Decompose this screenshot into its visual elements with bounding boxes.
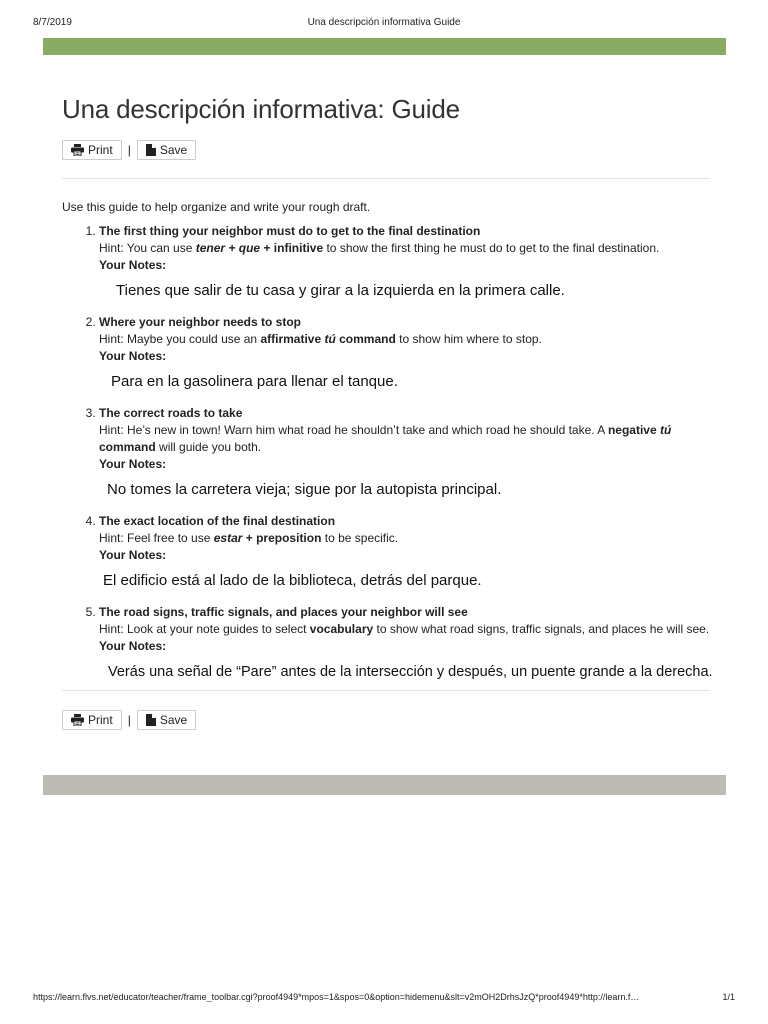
notes-label: Your Notes: (99, 548, 167, 562)
top-color-bar (43, 38, 726, 55)
notes-label: Your Notes: (99, 639, 167, 653)
print-button[interactable] (62, 140, 122, 160)
save-label: Save (159, 713, 188, 727)
item-title: 1. The first thing your neighbor must do to get to the final destination (99, 224, 481, 238)
item-title: 4. The exact location of the final destination (99, 514, 336, 528)
item-title: 2. Where your neighbor needs to stop (99, 315, 302, 329)
note-text: El edificio está al lado de la biblioteca, detrás del parque. (103, 572, 482, 589)
toolbar-bottom (62, 709, 710, 731)
printer-icon (71, 144, 84, 156)
note-text: Para en la gasolinera para llenar el tanque. (111, 373, 398, 390)
file-icon (146, 714, 156, 726)
item-title: 5. The road signs, traffic signals, and places your neighbor will see (99, 605, 468, 619)
divider-bottom (62, 690, 710, 691)
footer-url: https://learn.flvs.net/educator/teacher/frame_toolbar.cgi?proof4949*mpos=1&spos=0&option=hidemenu&slt=v2mOH2DrhsJzQ*proof4949*http://learn.f… (33, 992, 640, 1002)
guide-content (62, 94, 713, 731)
print-date: 8/7/2019 (33, 17, 72, 28)
list-item (99, 604, 713, 681)
item-hint: Hint: Feel free to use estar + preposition to be specific. (99, 531, 399, 545)
item-title: 3. The correct roads to take (99, 406, 243, 420)
file-icon (146, 144, 156, 156)
bottom-color-bar (43, 775, 726, 795)
item-hint: Hint: Maybe you could use an affirmative tú command to show him where to stop. (99, 332, 542, 346)
print-button[interactable] (62, 710, 122, 730)
print-header (33, 17, 735, 31)
print-label: Print (88, 143, 113, 157)
note-text: Tienes que salir de tu casa y girar a la izquierda en la primera calle. (116, 282, 565, 299)
item-hint: Hint: He’s new in town! Warn him what road he shouldn’t take and which road he should take. A negative tú command will guide you both. (99, 423, 672, 454)
footer-page-number: 1/1 (722, 992, 735, 1002)
list-item (99, 405, 710, 499)
list-item (99, 314, 710, 391)
divider-top (62, 178, 710, 179)
toolbar-top (62, 139, 710, 161)
guide-list (62, 223, 713, 681)
save-label: Save (159, 143, 188, 157)
printer-icon (71, 714, 84, 726)
item-hint: Hint: Look at your note guides to select vocabulary to show what road signs, traffic signals, and places he will see. (99, 622, 710, 636)
list-item (99, 513, 710, 590)
notes-label: Your Notes: (99, 349, 167, 363)
save-button[interactable] (137, 140, 196, 160)
print-doc-title: Una descripción informativa Guide (307, 17, 461, 28)
toolbar-separator: | (127, 713, 131, 727)
note-text: No tomes la carretera vieja; sigue por la autopista principal. (107, 481, 502, 498)
list-item (99, 223, 710, 300)
notes-label: Your Notes: (99, 258, 167, 272)
page-title: Una descripción informativa: Guide (62, 94, 460, 124)
notes-label: Your Notes: (99, 457, 167, 471)
note-text: Verás una señal de “Pare” antes de la intersección y después, un puente grande a la derecha. (108, 664, 713, 680)
print-label: Print (88, 713, 113, 727)
toolbar-separator: | (127, 143, 131, 157)
item-hint: Hint: You can use tener + que + infinitive to show the first thing he must do to get to the final destination. (99, 241, 660, 255)
save-button[interactable] (137, 710, 196, 730)
intro-text: Use this guide to help organize and write your rough draft. (62, 200, 371, 214)
